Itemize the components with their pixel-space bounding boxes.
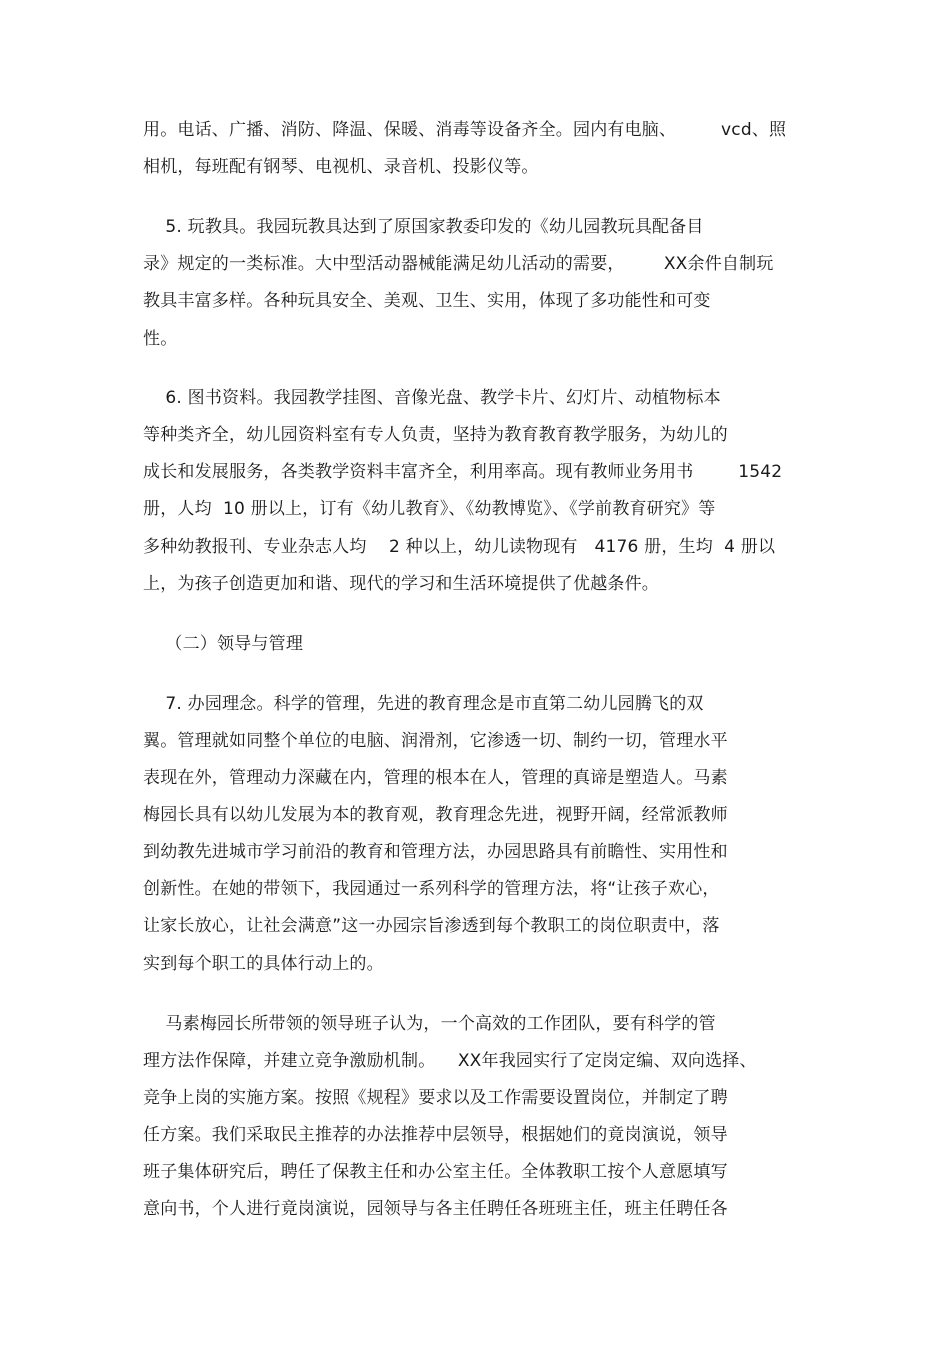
text-line: 录》规定的一类标准。大中型活动器械能满足幼儿活动的需要， XX余件自制玩 <box>143 254 774 274</box>
text-line: 用。电话、广播、消防、降温、保暖、消毒等设备齐全。园内有电脑、 vcd、照 <box>143 120 787 140</box>
text-line: 表现在外，管理动力深藏在内，管理的根本在人，管理的真谛是塑造人。马素 <box>143 768 728 788</box>
text-line: 到幼教先进城市学习前沿的教育和管理方法，办园思路具有前瞻性、实用性和 <box>143 842 728 862</box>
text-line: 竞争上岗的实施方案。按照《规程》要求以及工作需要设置岗位，并制定了聘 <box>143 1088 728 1108</box>
section-heading: （二）领导与管理 <box>143 634 304 654</box>
text-line: 5. 玩教具。我园玩教具达到了原国家教委印发的《幼儿园教玩具配备目 <box>143 217 704 237</box>
text-line: 马素梅园长所带领的领导班子认为，一个高效的工作团队，要有科学的管 <box>143 1014 716 1034</box>
text-line: 教具丰富多样。各种玩具安全、美观、卫生、实用，体现了多功能性和可变 <box>143 291 711 311</box>
text-line: 创新性。在她的带领下，我园通过一系列科学的管理方法，将“让孩子欢心， <box>143 879 720 899</box>
text-line: 理方法作保障，并建立竞争激励机制。 XX年我园实行了定岗定编、双向选择、 <box>143 1051 757 1071</box>
text-line: 7. 办园理念。科学的管理，先进的教育理念是市直第二幼儿园腾飞的双 <box>143 694 704 714</box>
text-line: 实到每个职工的具体行动上的。 <box>143 954 384 974</box>
text-line: 等种类齐全，幼儿园资料室有专人负责，坚持为教育教育教学服务，为幼儿的 <box>143 425 728 445</box>
text-line: 6. 图书资料。我园教学挂图、音像光盘、教学卡片、幻灯片、动植物标本 <box>143 388 721 408</box>
text-line: 任方案。我们采取民主推荐的办法推荐中层领导，根据她们的竟岗演说，领导 <box>143 1125 728 1145</box>
text-line: 梅园长具有以幼儿发展为本的教育观，教育理念先进，视野开阔，经常派教师 <box>143 805 728 825</box>
text-line: 让家长放心，让社会满意”这一办园宗旨渗透到每个教职工的岗位职责中，落 <box>143 916 720 936</box>
text-line: 上，为孩子创造更加和谐、现代的学习和生活环境提供了优越条件。 <box>143 574 659 594</box>
text-line: 班子集体研究后，聘任了保教主任和办公室主任。全体教职工按个人意愿填写 <box>143 1162 728 1182</box>
text-line: 性。 <box>143 329 178 349</box>
text-line: 册，人均 10 册以上，订有《幼儿教育》、《幼教博览》、《学前教育研究》等 <box>143 499 716 519</box>
text-line: 成长和发展服务，各类教学资料丰富齐全，利用率高。现有教师业务用书 1542 <box>143 462 783 482</box>
text-line: 意向书，个人进行竟岗演说，园领导与各主任聘任各班班主任，班主任聘任各 <box>143 1199 728 1219</box>
text-line: 多种幼教报刊、专业杂志人均 2 种以上，幼儿读物现有 4176 册，生均 4 册以 <box>143 537 776 557</box>
text-line: 翼。管理就如同整个单位的电脑、润滑剂，它渗透一切、制约一切，管理水平 <box>143 731 728 751</box>
text-line: 相机，每班配有钢琴、电视机、录音机、投影仪等。 <box>143 157 539 177</box>
